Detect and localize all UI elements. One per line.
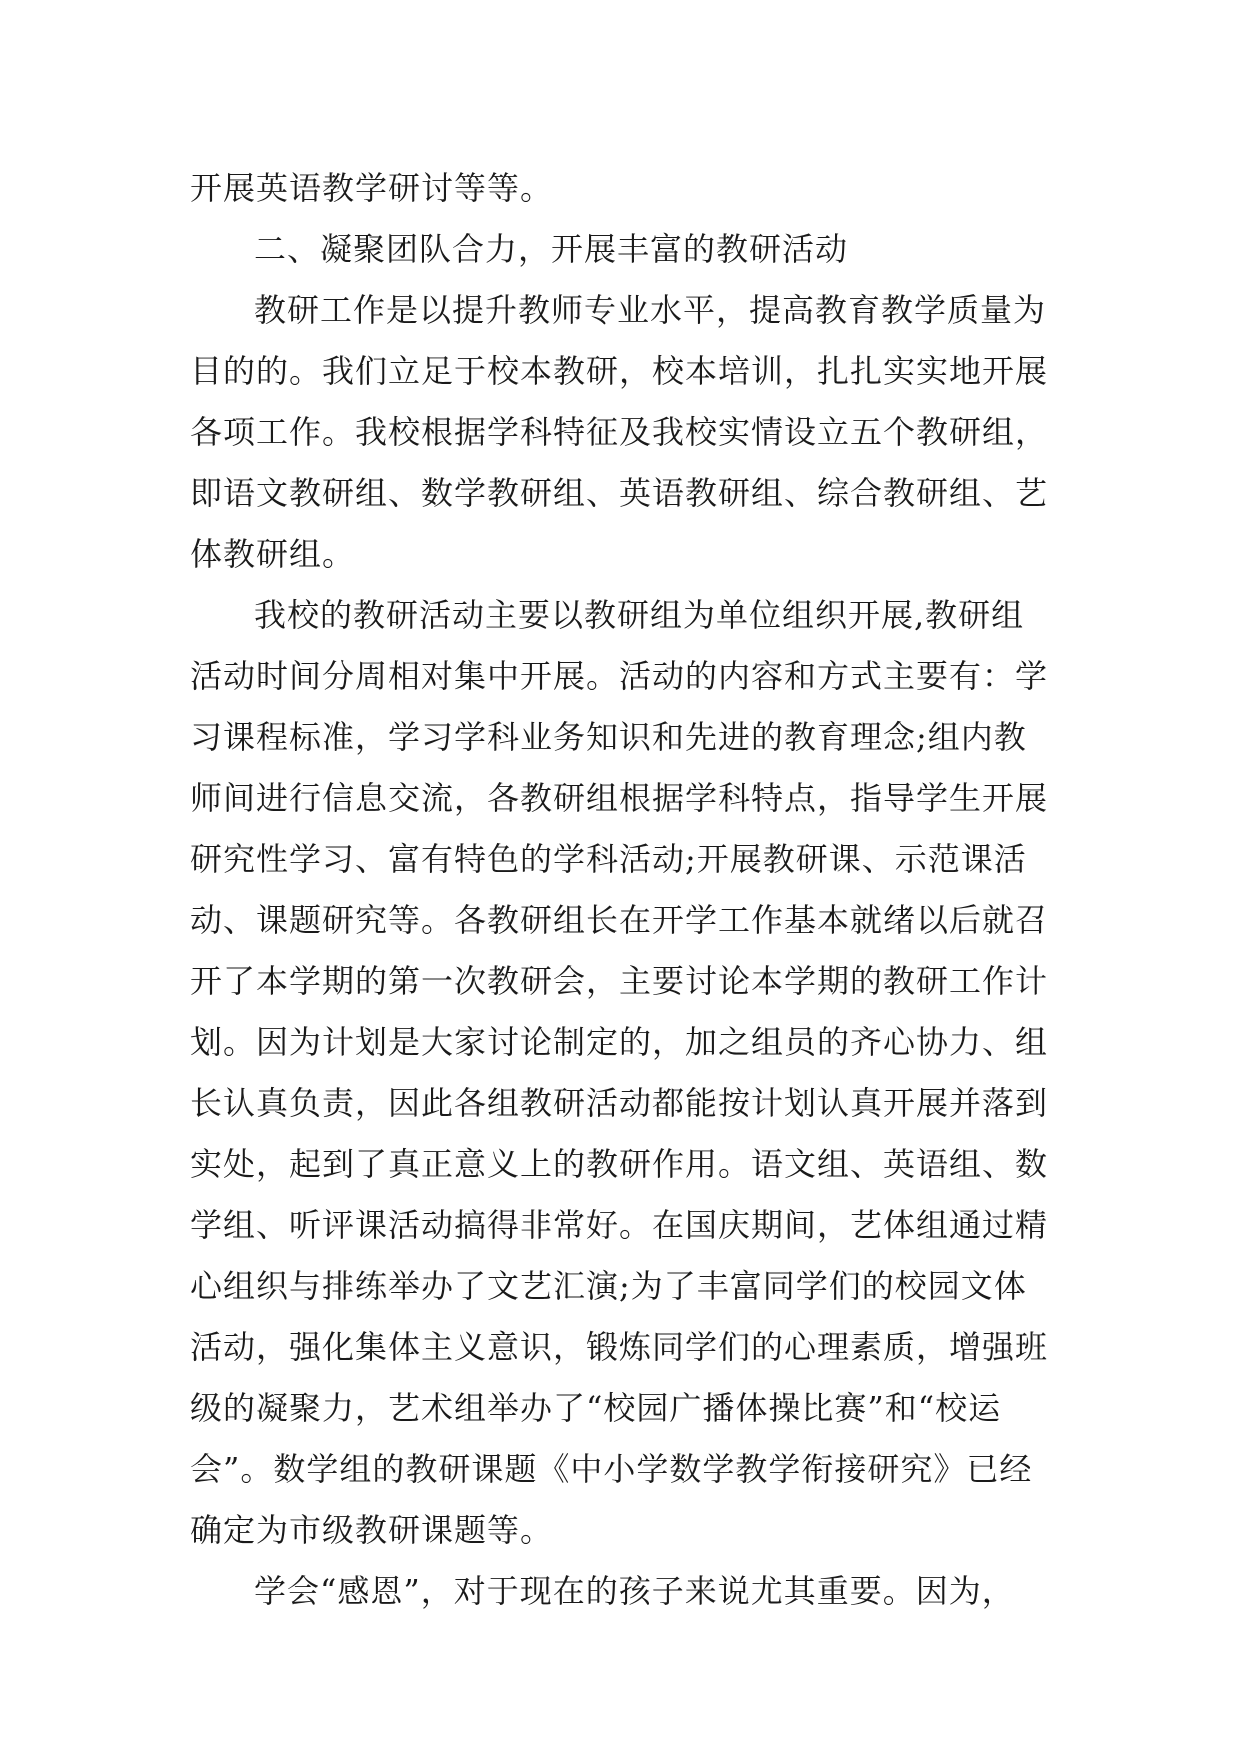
text-line: 确定为市级教研课题等。 [190, 1511, 554, 1549]
text-line: 目的的。我们立足于校本教研，校本培训，扎扎实实地开展 [190, 352, 1049, 390]
text-line: 教研工作是以提升教师专业水平，提高教育教学质量为 [254, 291, 1047, 329]
document-body [190, 158, 1050, 1622]
text-line: 动、课题研究等。各教研组长在开学工作基本就绪以后就召 [190, 901, 1049, 939]
text-line: 研究性学习、富有特色的学科活动;开展教研课、示范课活 [190, 840, 1027, 878]
text-line: 活动时间分周相对集中开展。活动的内容和方式主要有：学 [190, 657, 1049, 695]
text-line: 我校的教研活动主要以教研组为单位组织开展,教研组 [254, 596, 1025, 634]
text-line: 活动，强化集体主义意识，锻炼同学们的心理素质，增强班 [190, 1328, 1049, 1366]
text-line: 习课程标准，学习学科业务知识和先进的教育理念;组内教 [190, 718, 1027, 756]
text-line: 学组、听评课活动搞得非常好。在国庆期间，艺体组通过精 [190, 1206, 1049, 1244]
text-line: 心组织与排练举办了文艺汇演;为了丰富同学们的校园文体 [190, 1267, 1027, 1305]
text-line: 学会“感恩”，对于现在的孩子来说尤其重要。因为， [254, 1572, 1015, 1610]
text-line: 级的凝聚力，艺术组举办了“校园广播体操比赛”和“校运 [190, 1389, 1002, 1427]
text-line: 划。因为计划是大家讨论制定的，加之组员的齐心协力、组 [190, 1023, 1049, 1061]
text-line: 会”。数学组的教研课题《中小学数学教学衔接研究》已经 [190, 1450, 1033, 1488]
text-line: 师间进行信息交流，各教研组根据学科特点，指导学生开展 [190, 779, 1049, 817]
text-line: 长认真负责，因此各组教研活动都能按计划认真开展并落到 [190, 1084, 1049, 1122]
text-line: 体教研组。 [190, 535, 356, 573]
text-line: 二、凝聚团队合力，开展丰富的教研活动 [254, 230, 849, 268]
text-line: 即语文教研组、数学教研组、英语教研组、综合教研组、艺 [190, 474, 1049, 512]
text-line: 各项工作。我校根据学科特征及我校实情设立五个教研组， [190, 413, 1049, 451]
text-line: 开展英语教学研讨等等。 [190, 169, 554, 207]
text-line: 实处，起到了真正意义上的教研作用。语文组、英语组、数 [190, 1145, 1049, 1183]
text-line: 开了本学期的第一次教研会，主要讨论本学期的教研工作计 [190, 962, 1049, 1000]
